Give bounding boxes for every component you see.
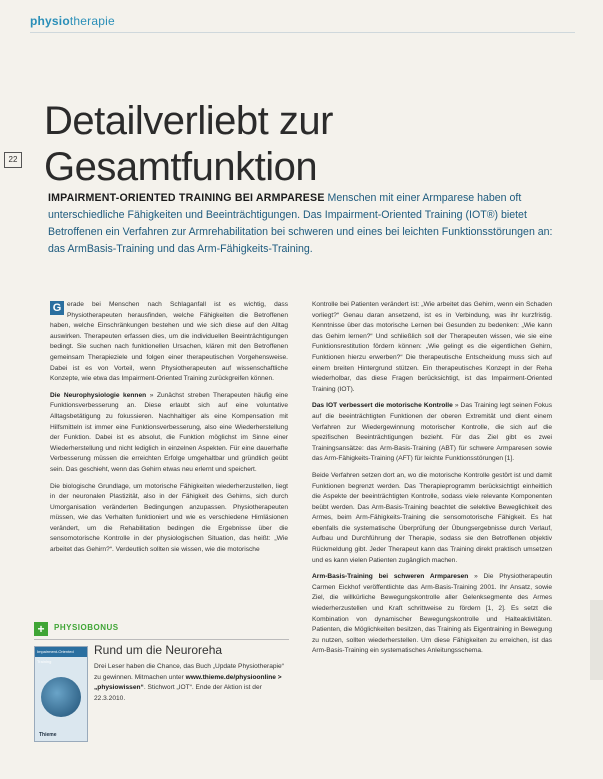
bonus-divider: [34, 639, 289, 640]
plus-icon: +: [34, 622, 48, 636]
right-paragraph-2-text: » Das Training legt seinen Fokus auf die beeinträchtigten Funktionen der oberen Extremität und dient einem Verfahren zur Wiedergewinnung motorischer Kontrolle, die sich auf die spezifischen Beeinträchtigungen bezieht. Für das Ziel gibt es zwei Trainingsansätze: das Arm-Basis-Training (ABT) für schwere Armparesen sowie das Arm-Fähigkeits-Training (AFT) für leichte Funktionsstörungen [1].: [312, 402, 552, 463]
bonus-text-a: Drei Leser haben die Chance, das Buch „Update Physiotherapie“ zu gewinnen. Mitmachen unter: [94, 663, 284, 681]
physio-bonus-box: [34, 622, 289, 742]
book-cover-image: [34, 646, 88, 742]
right-paragraph-2: [312, 401, 552, 465]
book-cover-publisher: Thieme: [39, 732, 57, 738]
section-header: [30, 14, 115, 28]
bonus-link[interactable]: www.thieme.de/physioonline > „physiowissen“: [94, 673, 282, 691]
subheading-arm-basis-training: Arm-Basis-Training bei schweren Armparesen: [312, 573, 469, 581]
drop-cap: G: [50, 301, 64, 315]
article-title-line-1: Detailverliebt zur: [44, 99, 333, 143]
left-paragraph-1: [50, 300, 288, 385]
book-cover-band: Impairment-Oriented Training: [35, 647, 88, 657]
left-paragraph-3: Die biologische Grundlage, um motorische Fähigkeiten wiederherzustellen, liegt in der neuronalen Plastizität, also in der Fähigkeit des Gehirns, sich durch Umorganisation veränderten Bedingungen anzupassen. Physiotherapeuten müssen, wie das Verhalten funktioniert und wie es verschiedene Hirnläsionen verändert, um die Rehabilitation bedingen die Ergebnisse über die sensomotorische Kontrolle in der physiologischen Situation, das heißt: „Wie arbeitet das Gehirn?“. Verdeutlich sollten sie wissen, wie die motorische: [50, 482, 288, 554]
bonus-label-physio: PHYSIO: [54, 623, 88, 632]
lead-kicker: IMPAIRMENT-ORIENTED TRAINING BEI ARMPARESE: [48, 192, 325, 204]
section-header-rest: therapie: [69, 14, 115, 28]
lead-paragraph: [48, 190, 568, 258]
bonus-label: [54, 623, 119, 632]
section-header-bold: physio: [30, 14, 70, 28]
bonus-title: Rund um die Neuroreha: [94, 643, 223, 657]
bonus-text-b: . Stichwort „IOT“. Ende der Aktion ist der 22.3.2010.: [94, 684, 262, 702]
left-paragraph-2-text: » Zunächst streben Therapeuten häufig eine Funktionsverbesserung an. Diese erlaubt sich auf eine voluntative Alltagsbetätigung zu fokussieren. Nachhaltiger als eine Kompensation mit Hilfsmitteln ist immer eine Funktionsverbesserung, also eine Wiederherstellung der Funktion. Dabei ist es absolut, die Funktion möglichst im Sinne einer Wiederherstellung und nicht lediglich in einzelnen Aspekten. Für eine dauerhafte Verbesserung müssen die erreichten Erfolge umgehaltbar und gründlich geübt sein. Das geschieht, wenn das Gehirn etwas neu erlernt und speichert.: [50, 391, 288, 473]
right-paragraph-1: Kontrolle bei Patienten verändert ist: „Wie arbeitet das Gehirn, wenn ein Schaden vorliegt?“ Genau daran ansetzend, ist es in Verbindung, was ihr kurzfristig. Kenntnisse über das motorische Lernen bei Gesunden zu bedenken: „Wie kann das Gehirn lernen?“ Und schließlich soll der Therapeuten wissen, wie sie eine Funktionsrestitution fördern können: „Wie gelingt es die eigentlichen Gehirn, Funktionen hierzu erwerben?“ Die therapeutische Entscheidung muss sich auf einem breiten Hintergrund stützen. Ein therapeutisches Konzept in der Reha wiederholbar, das diese Fragen berücksichtigt, ist das Impairment-Oriented Training (IOT).: [312, 301, 552, 393]
right-paragraph-4-text: » Die Physiotherapeutin Carmen Eickhof veröffentlichte das Arm-Basis-Training 2001. Ihr Ansatz, sowie Ziel, die willkürliche Bewegungskontrolle aller Gelenksegmente des Armes wiederherzustellen und Kraft schrittweise zu fördern [1, 2]. Es setzt die Kombination von dynamischer Bewegungskontrolle und Halteaktivitäten. Patienten, die Möglichkeiten besitzen, das Training als Eigentraining in Bewegung zu nutzen, sollten wiederherstellen. Um diese Fähigkeiten zu erreichen, ist das Arm-Basis-Training ein systematisches Anleitungsschema.: [312, 573, 552, 655]
page-edge-tab: [590, 600, 603, 680]
left-column: [50, 300, 288, 562]
book-cover-graphic: [41, 677, 81, 717]
subheading-iot: Das IOT verbessert die motorische Kontrolle: [312, 402, 453, 410]
left-paragraph-2: [50, 391, 288, 476]
subheading-neurophysiologie: Die Neurophysiologie kennen: [50, 391, 147, 399]
article-title: [44, 98, 333, 190]
bonus-text: [94, 662, 287, 704]
left-paragraph-1-text: erade bei Menschen nach Schlaganfall ist es wichtig, dass Physiotherapeuten herausfinden, welche Fähigkeiten die Betroffenen haben, welche Einschränkungen bestehen und wie sich diese auf den Alltag auswirken. Therapeuten erfassen dies, um die individuellen Beeinträchtigungen bedingt. Sie suchen nach funktionellen Ursachen, klären mit den Betroffenen gemeinsam Therapieziele und folgen einer therapeutischen Vorgehensweise. Dabei ist es von Vorteil, wenn Physiotherapeuten auf wissenschaftliche Konzepte, wie etwa das Impairment-Oriented Training zurückgreifen können.: [50, 301, 288, 383]
page-number: 22: [4, 152, 22, 168]
right-column: [312, 300, 552, 663]
right-paragraph-3: Beide Verfahren setzen dort an, wo die motorische Kontrolle gestört ist und damit Funktionen begrenzt werden. Das Therapieprogramm berücksichtigt einheitlich die Aspekte der beeinträchtigten Kontrolle, sodass viele relevante Komponenten beübt werden. Das Arm-Basis-Training beachtet die selektive Beweglichkeit des Armes, beim Arm-Fähigkeits-Training die sensomotorische Fähigkeit. Es hat ebenfalls die systematische Überprüfung der Übungsergebnisse durch Verlauf, Aufbau und Durchführung der Therapie, sodass sie den Betroffenen objektiv Rückmeldung gibt. Jeder Therapeut kann das Training direkt praktisch umsetzen und es kann vielen Patienten zugänglich machen.: [312, 471, 552, 564]
header-divider: [30, 32, 575, 33]
article-title-line-2: Gesamtfunktion: [44, 145, 318, 189]
right-paragraph-4: [312, 572, 552, 657]
bonus-label-bonus: BONUS: [87, 623, 119, 632]
lead-text: Menschen mit einer Armparese haben oft unterschiedliche Fähigkeiten und Beeinträchtigungen. Das Impairment-Oriented Training (IOT®) bietet Betroffenen ein Verfahren zur Armrehabilitation bei schweren und eines bei leichten Funktionsstörungen an: das ArmBasis-Training und das Arm-Fähigkeits-Training.: [48, 192, 553, 255]
